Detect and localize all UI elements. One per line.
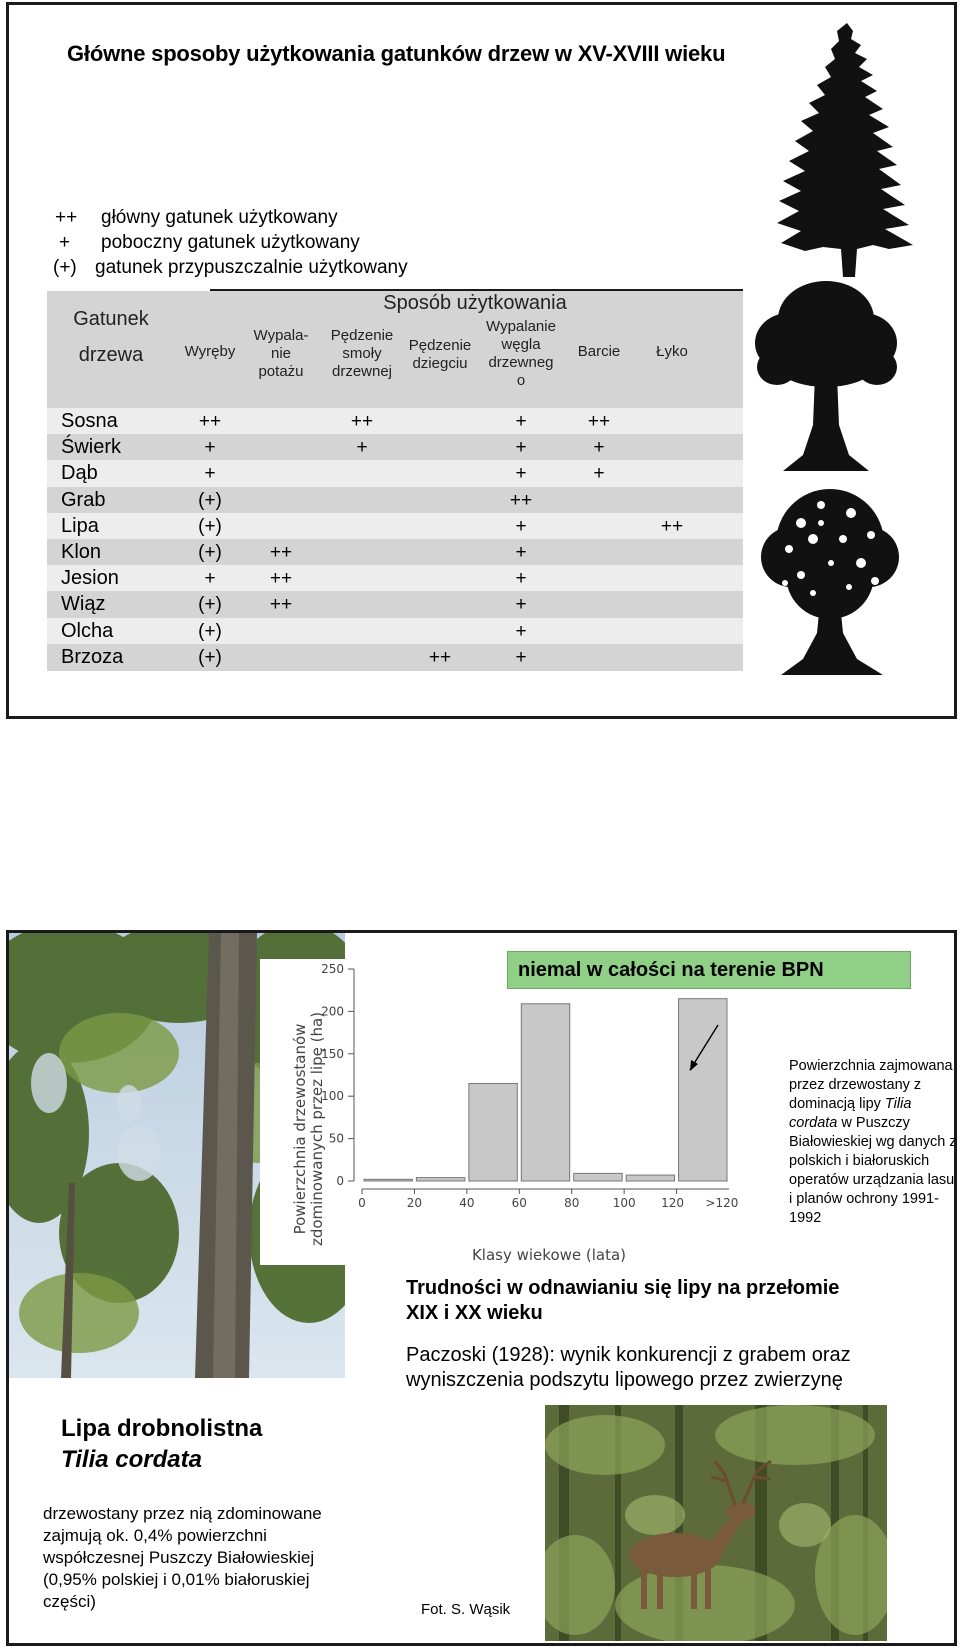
species-polish-name: Lipa drobnolistna [61,1415,263,1442]
x-tick-label: 120 [661,1196,685,1210]
usage-cell: + [515,646,527,668]
bar [679,999,727,1181]
species-cell: Brzoza [61,645,124,668]
bar [626,1175,674,1181]
usage-cell [637,460,707,487]
column-header: drzewnej [331,363,393,380]
species-header: Gatunek [73,308,149,330]
usage-cell: ++ [587,411,611,432]
y-tick-label: 200 [321,1004,344,1019]
usage-cell: ++ [269,594,293,616]
usage-cell [405,434,475,461]
deer-photo [545,1405,887,1641]
legend [49,205,408,280]
usage-cell: + [515,542,527,563]
table-row [47,539,743,566]
usage-cell [327,487,397,514]
usage-cell [405,591,475,618]
usage-cell [564,539,634,566]
usage-cell: ++ [509,489,533,511]
usage-cell [246,487,316,514]
usage-cell [637,644,707,671]
usage-cell [246,618,316,645]
column-header: o [516,372,526,389]
legend-row [49,255,408,280]
usage-cell [564,487,634,514]
x-tick-label: >120 [705,1196,739,1210]
y-tick-label: 0 [336,1174,344,1188]
group-header: Sposób użytkowania [383,292,567,314]
bottom-panel [6,930,957,1646]
column-header: Barcie [577,343,621,360]
usage-cell [327,618,397,645]
usage-cell [246,408,316,435]
usage-cell: + [515,463,527,485]
chart-caption [789,1057,957,1228]
usage-cell [637,618,707,645]
bar [521,1004,569,1181]
species-cell: Sosna [61,410,118,432]
x-tick-label: 100 [612,1196,636,1210]
caption-latin-name: Tilia cordata [789,1096,912,1131]
species-cell: Jesion [61,567,119,590]
column-header: nie [270,345,292,362]
usage-cell [246,513,316,540]
usage-cell [246,644,316,671]
usage-cell: + [515,515,527,537]
usage-cell: + [204,463,216,485]
column-header: Wypalanie [486,318,556,335]
legend-row [49,205,408,230]
legend-symbol: (+) [53,257,77,278]
usage-cell: + [356,437,368,459]
regeneration-heading: Trudności w odnawianiu się lipy na przełomie XIX i XX wieku [406,1277,840,1324]
table-row [47,513,743,540]
usage-cell: + [515,620,527,642]
usage-cell: + [515,437,527,459]
y-tick-label: 100 [321,1089,344,1104]
column-header: Łyko [656,343,688,360]
usage-cell [246,434,316,461]
column-header: Wyręby [184,343,236,360]
usage-cell [637,487,707,514]
column-header: smoły [342,345,382,362]
usage-cell: ++ [350,411,374,432]
usage-cell: (+) [198,489,222,511]
usage-cell [405,487,475,514]
y-tick-label: 150 [321,1046,344,1061]
usage-cell: ++ [428,646,452,668]
usage-cell [327,644,397,671]
table-row [47,487,743,514]
column-header: potażu [258,363,304,380]
table-row [47,618,743,645]
caption-text: w Puszczy Białowieskiej wg danych z polskich i białoruskich operatów urządzania lasu i planów ochrony 1991-1992 [789,1115,957,1226]
species-cell: Wiąz [61,593,106,616]
usage-cell [564,644,634,671]
table-row [47,460,743,487]
y-tick-label: 50 [328,1131,344,1146]
photo-credit: Fot. S. Wąsik [421,1601,511,1618]
usage-cell: ++ [198,411,222,432]
age-class-bar-chart [260,959,782,1265]
usage-cell: + [515,594,527,616]
species-cell: Klon [61,541,102,563]
y-axis-label: Powierzchnia drzewostanów [291,1023,309,1235]
usage-cell [637,539,707,566]
table-row [47,565,743,592]
bar [574,1173,622,1181]
usage-cell [637,434,707,461]
column-header: węgla [501,336,541,353]
usage-cell [564,591,634,618]
species-cell: Grab [61,488,106,511]
legend-symbol: + [59,232,71,253]
legend-row [49,230,408,255]
usage-cell [327,539,397,566]
usage-cell: ++ [269,542,293,563]
page-title: Główne sposoby użytkowania gatunków drzew w XV-XVIII wieku [67,41,726,66]
column-header: drzewneg [488,354,554,371]
column-header: Pędzenie [408,337,472,354]
usage-cell [405,539,475,566]
species-latin-name: Tilia cordata [61,1446,202,1473]
column-header: dziegciu [412,355,468,372]
usage-cell: + [515,411,527,432]
usage-cell [327,565,397,592]
bpn-banner: niemal w całości na terenie BPN [507,951,911,989]
usage-cell: + [204,568,216,590]
table-row [47,408,743,435]
usage-cell [564,513,634,540]
spruce-silhouette-icon [769,19,919,281]
usage-cell [564,565,634,592]
usage-cell: + [593,437,605,459]
x-tick-label: 80 [564,1196,580,1210]
species-header: drzewa [78,344,144,366]
species-cell: Olcha [61,619,114,642]
x-tick-label: 60 [511,1196,527,1210]
area-stats: drzewostany przez nią zdominowane zajmują ok. 0,4% powierzchni współczesnej Puszczy Białowieskiej (0,95% polskiej i 0,01% białoruskiej części) [43,1504,322,1611]
bar [469,1083,517,1181]
usage-cell [405,408,475,435]
caption-text: Powierzchnia zajmowana przez drzewostany z dominacją lipy [789,1058,953,1112]
usage-cell: + [204,437,216,459]
column-header: Pędzenie [330,327,394,344]
top-panel [6,2,957,719]
bar [364,1179,412,1181]
y-axis-label: zdominowanych przez lipę (ha) [308,1011,326,1247]
usage-cell: (+) [198,620,222,642]
x-tick-label: 40 [459,1196,475,1210]
species-name [61,1413,262,1475]
legend-symbol: ++ [55,207,78,228]
table-row [47,434,743,461]
usage-cell: ++ [660,515,684,537]
usage-cell [637,408,707,435]
usage-cell: + [515,568,527,590]
species-cell: Dąb [61,462,98,485]
species-cell: Lipa [61,514,99,537]
x-tick-label: 0 [358,1196,366,1210]
legend-text: główny gatunek użytkowany [101,207,338,228]
usage-cell: + [593,463,605,485]
table-row [47,591,743,618]
usage-cell [405,618,475,645]
x-axis-label: Klasy wiekowe (lata) [471,1246,627,1264]
bar [416,1178,464,1181]
usage-cell: (+) [198,542,222,563]
legend-text: poboczny gatunek użytkowany [101,232,360,253]
usage-cell [246,460,316,487]
usage-cell [564,618,634,645]
usage-cell [327,513,397,540]
usage-cell [405,513,475,540]
usage-cell: (+) [198,646,222,668]
usage-cell [327,591,397,618]
usage-cell [637,565,707,592]
species-cell: Świerk [61,436,122,459]
usage-cell: ++ [269,568,293,590]
table-header [47,291,743,408]
usage-cell [327,460,397,487]
usage-cell [405,565,475,592]
usage-cell [637,591,707,618]
deciduous-tree-silhouette-icon [753,275,899,485]
legend-text: gatunek przypuszczalnie użytkowany [95,257,408,278]
column-header: Wypala- [253,327,309,344]
usage-cell: (+) [198,594,222,616]
x-tick-label: 20 [406,1196,423,1210]
usage-cell [405,460,475,487]
paczoski-note: Paczoski (1928): wynik konkurencji z grabem oraz wyniszczenia podszytu lipowego przez zwierzynę [406,1344,851,1391]
y-tick-label: 250 [321,962,344,976]
table-row [47,644,743,671]
linden-tree-silhouette-icon [761,483,899,683]
usage-cell: (+) [198,515,222,537]
